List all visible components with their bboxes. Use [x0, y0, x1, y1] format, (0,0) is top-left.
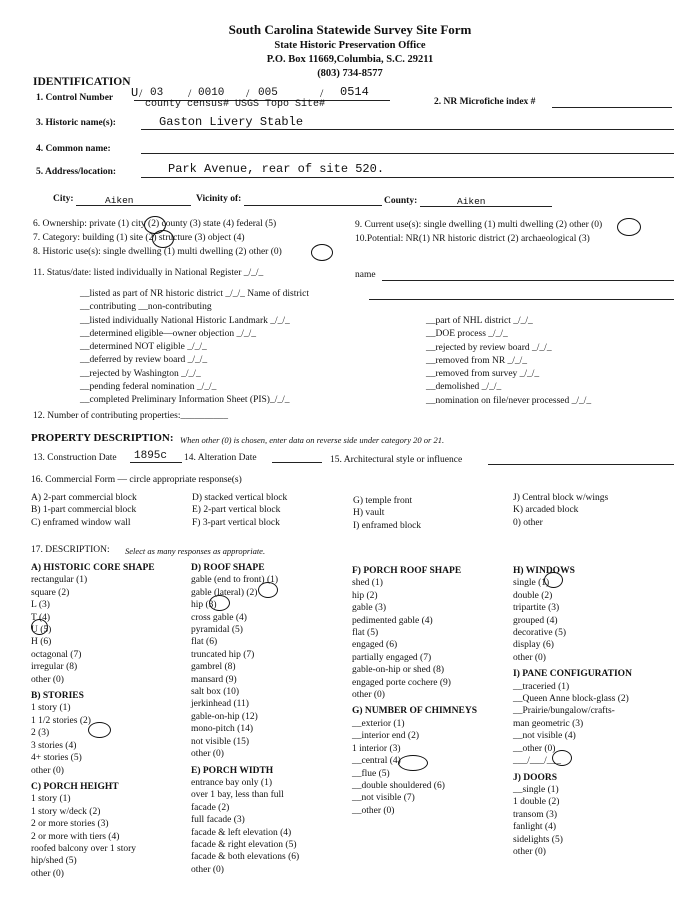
- description-option: pyramidal (5): [191, 625, 243, 636]
- description-option: mansard (9): [191, 674, 237, 685]
- description-option: fanlight (4): [513, 822, 557, 833]
- style-label: 15. Architectural style or influence: [330, 455, 463, 465]
- status-option: __removed from survey _/_/_: [426, 369, 540, 380]
- commercial-col-1: [31, 492, 137, 529]
- description-option: __double shouldered (6): [352, 780, 445, 791]
- category-row: 7. Category: building (1) site (2) structure (3) object (4): [33, 233, 245, 243]
- description-option: sidelights (5): [513, 834, 563, 845]
- ownership-row: 6. Ownership: private (1) city (2) county (3) state (4) federal (5): [33, 219, 277, 229]
- description-option: 4+ stories (5): [31, 753, 82, 764]
- description-option: __traceried (1): [513, 681, 570, 692]
- commercial-option: A) 2-part commercial block: [31, 493, 137, 503]
- description-option: H (6): [31, 637, 52, 648]
- description-option: gable-on-hip or shed (8): [352, 665, 445, 676]
- form-title: South Carolina Statewide Survey Site Form: [228, 22, 472, 37]
- description-option: __other (0): [352, 805, 395, 816]
- description-option: __Prairie/bungalow/crafts-: [513, 706, 615, 717]
- property-heading: PROPERTY DESCRIPTION:: [31, 432, 174, 444]
- description-option: not visible (15): [191, 736, 250, 747]
- control-county: 03: [150, 87, 164, 99]
- description-option: 1 story (1): [31, 794, 71, 805]
- control-sublabels: county census# USGS Topo Site#: [145, 99, 326, 110]
- description-option: facade (2): [191, 802, 230, 813]
- status-option: __demolished _/_/_: [426, 382, 502, 393]
- description-option: 2 (3): [31, 728, 50, 739]
- description-option: transom (3): [513, 809, 558, 820]
- description-option: __Queen Anne block-glass (2): [513, 694, 629, 705]
- description-option: tripartite (3): [513, 603, 560, 614]
- office-phone: (803) 734-8577: [317, 68, 383, 79]
- status-label: 11. Status/date: listed individually in National Register _/_/_: [33, 268, 264, 278]
- commercial-option: G) temple front: [353, 496, 413, 506]
- status-option: __completed Preliminary Information Sheet (PIS)_/_/_: [80, 395, 290, 406]
- section-heading: D) ROOF SHAPE: [191, 563, 265, 573]
- description-option: hip/shed (5): [31, 856, 77, 867]
- construction-value: 1895c: [134, 450, 168, 462]
- status-option: __listed individually National Historic Landmark _/_/_: [80, 315, 290, 326]
- description-option: gable (end to front) (1): [191, 575, 279, 586]
- description-option: truncated hip (7): [191, 649, 255, 660]
- county-value: Aiken: [457, 196, 486, 207]
- status-option: __rejected by Washington _/_/_: [80, 368, 201, 379]
- commercial-option: J) Central block w/wings: [513, 493, 609, 503]
- description-option: single (1): [513, 578, 550, 589]
- status-option: __pending federal nomination _/_/_: [80, 382, 217, 393]
- description-option: display (6): [513, 640, 554, 651]
- description-col-3: [352, 561, 477, 817]
- historic-use-row: 8. Historic use(s): single dwelling (1) multi dwelling (2) other (0): [33, 247, 282, 257]
- description-option: gambrel (8): [191, 662, 236, 673]
- section-heading: H) WINDOWS: [513, 566, 575, 576]
- control-usgs: 005: [258, 87, 278, 99]
- county-label: County:: [384, 196, 418, 206]
- description-option: gable (lateral) (2): [191, 587, 258, 598]
- control-census: 0010: [198, 87, 225, 99]
- section-heading: E) PORCH WIDTH: [191, 765, 274, 776]
- description-option: __not visible (7): [352, 793, 415, 804]
- status-option: __rejected by review board _/_/_: [426, 342, 552, 353]
- description-option: rectangular (1): [31, 575, 88, 586]
- commercial-option: F) 3-part vertical block: [192, 517, 280, 528]
- section-heading: C) PORCH HEIGHT: [31, 781, 119, 792]
- description-option: square (2): [31, 587, 70, 598]
- office-name: State Historic Preservation Office: [274, 40, 426, 51]
- slash: /: [188, 86, 192, 100]
- description-option: over 1 bay, less than full: [191, 790, 284, 801]
- description-option: entrance bay only (1): [191, 777, 272, 788]
- description-option: other (0): [513, 652, 546, 663]
- commercial-option: H) vault: [353, 508, 385, 519]
- description-option: decorative (5): [513, 628, 567, 639]
- potential-row: 10.Potential: NR(1) NR historic district (2) archaeological (3): [355, 234, 590, 244]
- status-option: __determined NOT eligible _/_/_: [80, 342, 207, 353]
- status-left-list: [80, 288, 430, 408]
- address-label: 5. Address/location:: [36, 167, 117, 177]
- description-option: 2 or more stories (3): [31, 819, 109, 830]
- description-option: ___/___/___: [513, 756, 562, 767]
- section-heading: I) PANE CONFIGURATION: [513, 669, 632, 680]
- description-option: 1 story w/deck (2): [31, 806, 101, 817]
- description-option: man geometric (3): [513, 718, 584, 729]
- description-option: roofed balcony over 1 story: [31, 843, 136, 854]
- status-option: __removed from NR _/_/_: [426, 355, 528, 366]
- description-option: other (0): [31, 765, 64, 776]
- description-option: other (0): [352, 690, 385, 701]
- description-option: double (2): [513, 590, 553, 601]
- common-name-label: 4. Common name:: [36, 144, 111, 154]
- commercial-option: D) stacked vertical block: [192, 493, 288, 503]
- description-option: __other (0): [513, 743, 556, 754]
- historic-name-value: Gaston Livery Stable: [159, 115, 304, 129]
- section-heading: B) STORIES: [31, 691, 84, 702]
- description-option: grouped (4): [513, 615, 558, 626]
- description-option: 1 interior (3): [352, 743, 401, 754]
- status-right-list: [426, 315, 686, 408]
- description-option: T (4): [31, 612, 51, 623]
- control-u: U: [131, 86, 139, 100]
- description-col-1: [31, 558, 155, 880]
- vicinity-label: Vicinity of:: [196, 194, 242, 204]
- section-heading: G) NUMBER OF CHIMNEYS: [352, 706, 477, 717]
- description-option: __exterior (1): [352, 718, 405, 729]
- description-option: other (0): [191, 749, 224, 760]
- identification-heading: IDENTIFICATION: [33, 76, 131, 88]
- description-option: __central (4): [352, 756, 401, 767]
- contributing-properties: 12. Number of contributing properties:__________: [33, 411, 228, 421]
- city-value: Aiken: [105, 195, 134, 206]
- commercial-option: B) 1-part commercial block: [31, 505, 137, 516]
- slash: /: [320, 86, 324, 100]
- section-heading: J) DOORS: [513, 772, 558, 783]
- commercial-option: E) 2-part vertical block: [192, 505, 281, 516]
- description-option: facade & right elevation (5): [191, 839, 297, 850]
- office-address: P.O. Box 11669,Columbia, S.C. 29211: [266, 54, 434, 65]
- description-option: 1 1/2 stories (2): [31, 715, 91, 726]
- description-option: other (0): [31, 674, 64, 685]
- status-option: __determined eligible—owner objection _/_/_: [80, 328, 256, 339]
- description-option: facade & left elevation (4): [191, 827, 292, 838]
- section-heading: F) PORCH ROOF SHAPE: [352, 566, 462, 576]
- description-option: 2 or more with tiers (4): [31, 831, 120, 842]
- commercial-option: 0) other: [513, 517, 543, 528]
- status-option: __deferred by review board _/_/_: [80, 355, 208, 366]
- description-option: flat (6): [191, 637, 218, 648]
- description-option: __flue (5): [352, 768, 390, 779]
- description-option: hip (3): [191, 600, 217, 611]
- description-option: hip (2): [352, 590, 378, 601]
- property-note: When other (0) is chosen, enter data on reverse side under category 20 or 21.: [180, 435, 445, 445]
- description-option: L (3): [31, 600, 50, 611]
- status-name-label: name: [355, 270, 376, 280]
- description-option: 1 story (1): [31, 703, 71, 714]
- description-option: __interior end (2): [352, 731, 420, 742]
- description-option: other (0): [191, 864, 224, 875]
- description-option: cross gable (4): [191, 612, 247, 623]
- commercial-col-3: [353, 495, 421, 532]
- description-option: 1 double (2): [513, 797, 560, 808]
- description-option: pedimented gable (4): [352, 615, 433, 626]
- address-value: Park Avenue, rear of site 520.: [168, 162, 385, 176]
- control-site: 0514: [340, 85, 369, 99]
- status-option: __contributing __non-contributing: [80, 302, 212, 313]
- description-option: engaged porte cochere (9): [352, 677, 451, 688]
- commercial-option: K) arcaded block: [513, 505, 579, 516]
- historic-name-label: 3. Historic name(s):: [36, 118, 116, 128]
- description-option: octagonal (7): [31, 649, 82, 660]
- status-option: __part of NHL district _/_/_: [426, 316, 533, 326]
- description-option: other (0): [513, 846, 546, 857]
- status-option: __listed as part of NR historic district _/_/_ Name of district: [80, 289, 310, 299]
- current-use-row: 9. Current use(s): single dwelling (1) multi dwelling (2) other (0): [355, 220, 603, 230]
- description-note: Select as many responses as appropriate.: [125, 546, 266, 556]
- commercial-col-2: [192, 492, 287, 529]
- commercial-form-label: 16. Commercial Form — circle appropriate response(s): [31, 475, 242, 485]
- description-option: __single (1): [513, 784, 559, 795]
- description-option: jerkinhead (11): [191, 699, 249, 710]
- status-option: __nomination on file/never processed _/_/_: [426, 395, 592, 406]
- description-option: other (0): [31, 868, 64, 879]
- construction-label: 13. Construction Date: [33, 453, 117, 463]
- description-option: engaged (6): [352, 640, 398, 651]
- description-option: U (5): [31, 625, 52, 636]
- commercial-option: I) enframed block: [353, 520, 422, 531]
- description-option: gable-on-hip (12): [191, 711, 258, 722]
- description-option: irregular (8): [31, 662, 78, 673]
- status-option: __DOE process _/_/_: [426, 329, 508, 340]
- description-option: salt box (10): [191, 687, 240, 698]
- description-option: full facade (3): [191, 815, 245, 826]
- description-col-4: [513, 561, 632, 858]
- slash: /: [139, 86, 143, 100]
- city-label: City:: [53, 194, 74, 204]
- description-option: partially engaged (7): [352, 652, 432, 663]
- description-label: 17. DESCRIPTION:: [31, 545, 110, 555]
- description-option: __not visible (4): [513, 731, 576, 742]
- nr-microfiche-label: 2. NR Microfiche index #: [434, 97, 536, 107]
- commercial-option: C) enframed window wall: [31, 517, 131, 528]
- description-option: gable (3): [352, 603, 387, 614]
- alteration-label: 14. Alteration Date: [184, 453, 257, 463]
- description-option: shed (1): [352, 578, 383, 589]
- commercial-col-4: [513, 492, 608, 529]
- description-option: 3 stories (4): [31, 740, 77, 751]
- description-col-2: [191, 558, 299, 876]
- control-number-label: 1. Control Number: [36, 93, 114, 103]
- section-heading: A) HISTORIC CORE SHAPE: [31, 563, 155, 573]
- slash: /: [246, 86, 250, 100]
- description-option: flat (5): [352, 628, 379, 639]
- description-option: facade & both elevations (6): [191, 852, 300, 863]
- description-option: mono-pitch (14): [191, 724, 254, 735]
